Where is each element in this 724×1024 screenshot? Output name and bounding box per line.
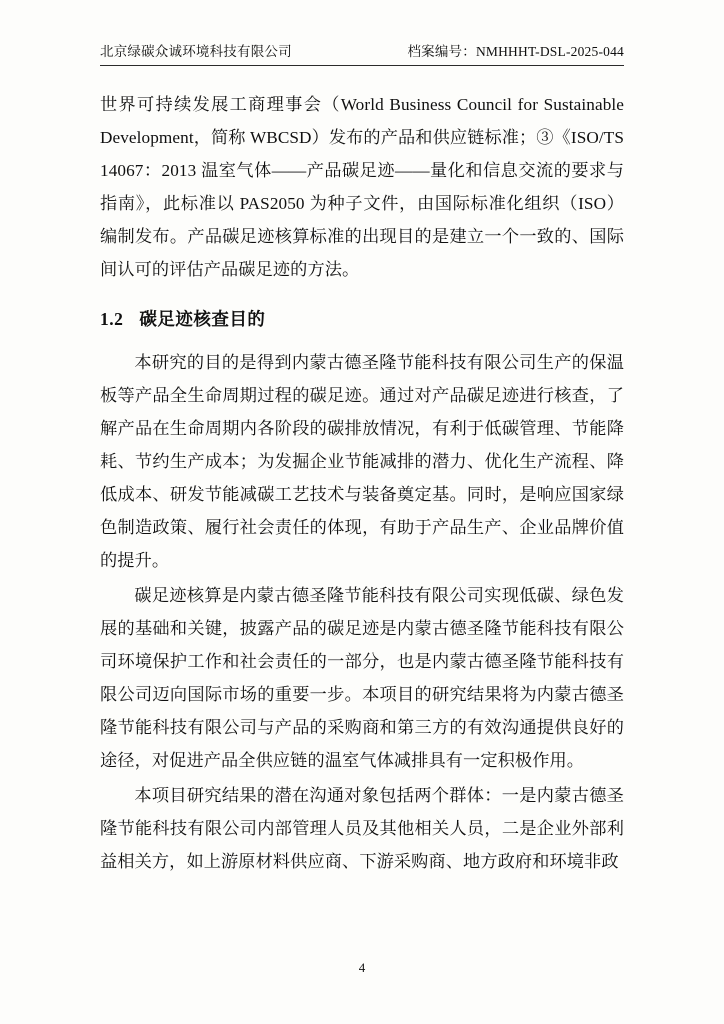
header-archive-number [407,40,624,60]
paragraph: 本项目研究结果的潜在沟通对象包括两个群体：一是内蒙古德圣隆节能科技有限公司内部管理人员及其他相关人员，二是企业外部利益相关方，如上游原材料供应商、下游采购商、地方政府和环境非政 [100,785,624,871]
paragraph: 碳足迹核算是内蒙古德圣隆节能科技有限公司实现低碳、绿色发展的基础和关键，披露产品的碳足迹是内蒙古德圣隆节能科技有限公司环境保护工作和社会责任的一部分，也是内蒙古德圣隆节能科技有限公司迈向国际市场的重要一步。本项目的研究结果将为内蒙古德圣隆节能科技有限公司与产品的采购商和第三方的有效沟通提供良好的途径，对促进产品全供应链的温室气体减排具有一定积极作用。 [100,585,624,770]
paragraph: 本研究的目的是得到内蒙古德圣隆节能科技有限公司生产的保温板等产品全生命周期过程的碳足迹。通过对产品碳足迹进行核查，了解产品在生命周期内各阶段的碳排放情况，有利于低碳管理、节能降耗、节约生产成本；为发掘企业节能减排的潜力、优化生产流程、降低成本、研发节能减碳工艺技术与装备奠定基。同时，是响应国家绿色制造政策、履行社会责任的体现，有助于产品生产、企业品牌价值的提升。 [100,352,624,570]
paragraph: 世界可持续发展工商理事会（World Business Council for Sustainable Development，简称 WBCSD）发布的产品和供应链标准；③《ISO/TS 14067：2013 温室气体——产品碳足迹——量化和信息交流的要求与指南》，此标准以 PAS2050 为种子文件，由国际标准化组织（ISO）编制发布。产品碳足迹核算标准的出现目的是建立一个一致的、国际间认可的评估产品碳足迹的方法。 [100,95,625,280]
section-title: 碳足迹核查目的 [139,309,266,330]
page-content [100,40,624,974]
section-number: 1.2 [100,309,124,330]
page-header [100,40,624,66]
page-number: 4 [358,960,366,975]
body-text [100,88,624,878]
header-company-name: 北京绿碳众诚环境科技有限公司 [100,44,292,59]
section-heading [100,304,624,336]
archive-value: NMHHHT-DSL-2025-044 [475,44,624,59]
page-footer [0,960,724,976]
archive-label: 档案编号： [407,44,476,59]
